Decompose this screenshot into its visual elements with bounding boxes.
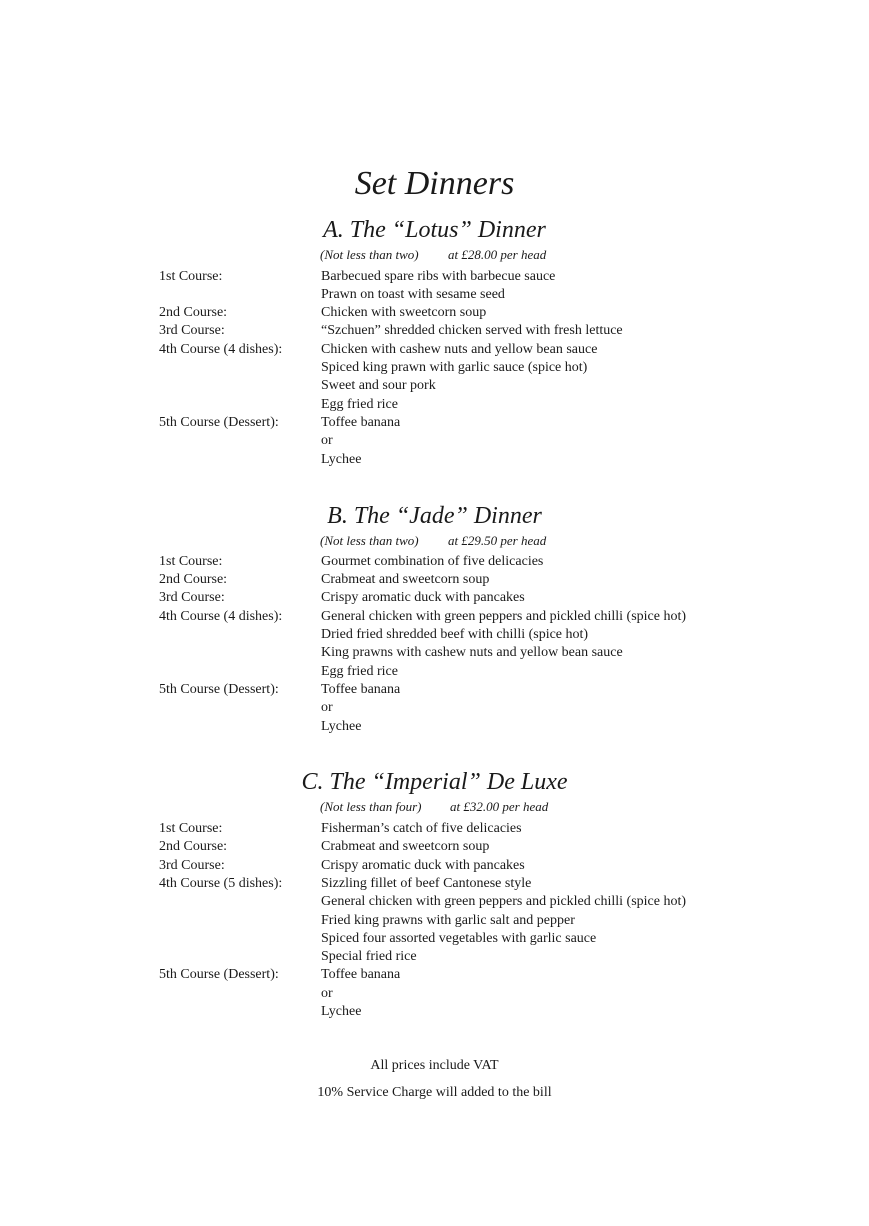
course-item: or [321,986,333,1001]
course-item: Spiced four assorted vegetables with garlic sauce [321,931,597,946]
course-label: 4th Course (5 dishes): [159,876,283,891]
course-item: Lychee [321,1004,362,1019]
course-item: Toffee banana [321,682,401,697]
course-item: Egg fried rice [321,397,398,412]
course-item: Crabmeat and sweetcorn soup [321,839,490,854]
course-label: 5th Course (Dessert): [159,682,279,697]
course-item: Crispy aromatic duck with pancakes [321,590,525,605]
course-item: or [321,433,333,448]
course-item: Prawn on toast with sesame seed [321,287,505,302]
course-item: Egg fried rice [321,664,398,679]
page-title: Set Dinners [354,165,515,202]
menu-b-condition: (Not less than two) [320,533,419,548]
course-item: Dried fried shredded beef with chilli (spice hot) [321,627,589,642]
course-item: Crispy aromatic duck with pancakes [321,858,525,873]
menu-c-condition: (Not less than four) [320,799,422,814]
course-item: General chicken with green peppers and pickled chilli (spice hot) [321,894,687,909]
course-label: 3rd Course: [159,590,225,605]
course-label: 2nd Course: [159,305,228,320]
menu-c-title: C. The “Imperial” De Luxe [301,769,568,795]
course-item: or [321,700,333,715]
course-item: Fisherman’s catch of five delicacies [321,821,522,836]
course-item: Gourmet combination of five delicacies [321,554,544,569]
menu-b-title: B. The “Jade” Dinner [327,503,542,529]
vat-note: All prices include VAT [370,1058,499,1073]
course-item: Spiced king prawn with garlic sauce (spice hot) [321,360,588,375]
course-item: Sweet and sour pork [321,378,436,393]
course-label: 1st Course: [159,269,223,284]
menu-c-price: at £32.00 per head [450,799,549,814]
menu-a-title: A. The “Lotus” Dinner [323,217,546,243]
course-item: Lychee [321,719,362,734]
course-item: Special fried rice [321,949,417,964]
course-item: Toffee banana [321,415,401,430]
menu-a-condition: (Not less than two) [320,247,419,262]
course-label: 4th Course (4 dishes): [159,342,283,357]
service-charge-note: 10% Service Charge will added to the bill [317,1085,552,1100]
course-item: General chicken with green peppers and pickled chilli (spice hot) [321,609,687,624]
course-label: 5th Course (Dessert): [159,415,279,430]
course-item: Lychee [321,452,362,467]
course-item: Sizzling fillet of beef Cantonese style [321,876,532,891]
course-label: 2nd Course: [159,839,228,854]
course-item: Toffee banana [321,967,401,982]
course-label: 1st Course: [159,554,223,569]
course-item: Chicken with cashew nuts and yellow bean sauce [321,342,598,357]
course-item: Chicken with sweetcorn soup [321,305,487,320]
course-item: Fried king prawns with garlic salt and pepper [321,913,575,928]
course-label: 1st Course: [159,821,223,836]
course-item: King prawns with cashew nuts and yellow bean sauce [321,645,623,660]
course-item: “Szchuen” shredded chicken served with fresh lettuce [321,323,623,338]
menu-a-price: at £28.00 per head [448,247,547,262]
course-item: Crabmeat and sweetcorn soup [321,572,490,587]
menu-b-price: at £29.50 per head [448,533,547,548]
course-label: 3rd Course: [159,858,225,873]
course-item: Barbecued spare ribs with barbecue sauce [321,269,556,284]
course-label: 5th Course (Dessert): [159,967,279,982]
course-label: 3rd Course: [159,323,225,338]
course-label: 2nd Course: [159,572,228,587]
course-label: 4th Course (4 dishes): [159,609,283,624]
